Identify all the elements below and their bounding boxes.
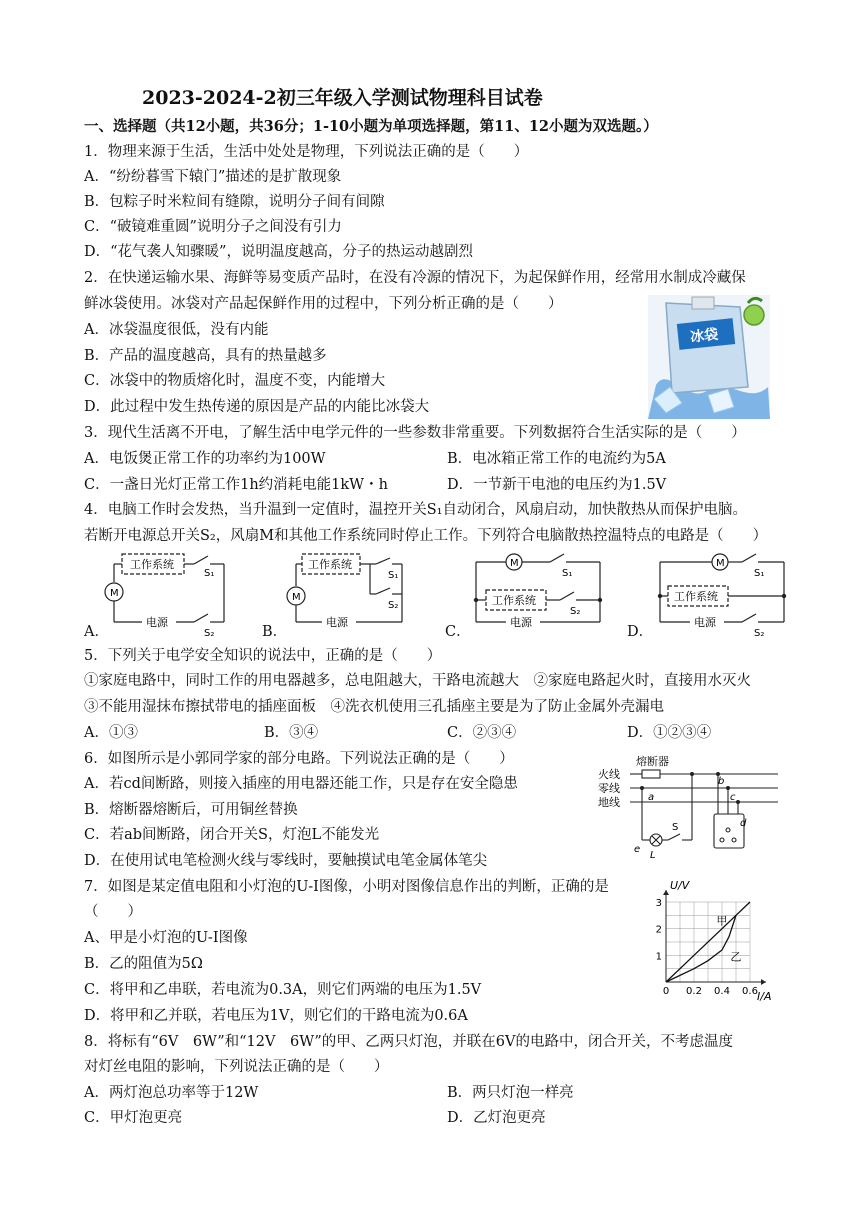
circuit-a-s1: S₁: [204, 568, 215, 579]
q6-option-b: B．熔断器熔断后，可用铜丝替换: [84, 802, 298, 818]
circuit-b-power: 电源: [326, 616, 348, 629]
q5-statement-line1: ①家庭电路中，同时工作的用电器越多，总电阻越大，干路电流越大 ②家庭电路起火时，直接用水灭火: [84, 673, 751, 689]
circuit-d-s2: S₂: [754, 628, 765, 639]
q8-option-a: A．两灯泡总功率等于12W: [84, 1085, 259, 1101]
q6-option-c: C．若ab间断路，闭合开关S，灯泡L不能发光: [84, 827, 380, 843]
circuit-c: [466, 546, 608, 640]
q8-stem-line1: 8．将标有“6V 6W”和“12V 6W”的甲、乙两只灯泡，并联在6V的电路中，闭合开关，不考虑温度: [84, 1034, 733, 1050]
live-wire-label: 火线: [598, 768, 620, 781]
q8-stem-line2: 对灯丝电阻的影响，下列说法正确的是（ ）: [84, 1059, 389, 1075]
circuit-d: [650, 546, 792, 640]
neutral-wire-label: 零线: [598, 782, 620, 795]
ground-wire-label: 地线: [598, 796, 620, 809]
x-axis-arrow: [761, 979, 766, 985]
q4-label-b: B．: [262, 624, 288, 640]
q1-option-a: A．“纷纷暮雪下辕门”描述的是扩散现象: [84, 169, 342, 185]
circuit-b: [280, 548, 410, 640]
q2-option-a: A．冰袋温度很低，没有内能: [84, 322, 269, 338]
circuit-b-s1: S₁: [388, 570, 399, 581]
circuit-c-s1: S₁: [562, 568, 573, 579]
point-b: b: [718, 776, 725, 787]
q3-option-c: C．一盏日光灯正常工作1h约消耗电能1kW・h: [84, 477, 388, 493]
y-tick-label: 3: [655, 898, 662, 909]
circuit-a-work-system: 工作系统: [130, 558, 174, 571]
circuit-d-work-system: 工作系统: [674, 590, 718, 603]
circuit-b-s2: S₂: [388, 600, 399, 611]
circuit-b-motor: M: [292, 592, 301, 603]
ice-bag-label: 冰袋: [689, 326, 719, 346]
q1-option-d: D．“花气袭人知骤暖”，说明温度越高，分子的热运动越剧烈: [84, 244, 473, 260]
circuit-a: [102, 548, 232, 640]
circuit-d-s1: S₁: [754, 568, 765, 579]
q2-stem-line2: 鲜冰袋使用。冰袋对产品起保鲜作用的过程中，下列分析正确的是（ ）: [84, 296, 563, 312]
circuit-a-motor: M: [110, 588, 119, 599]
circuit-b-work-system: 工作系统: [308, 558, 352, 571]
q8-option-d: D．乙灯泡更亮: [447, 1110, 546, 1126]
q7-stem-line1: 7．如图是某定值电阻和小灯泡的U-I图像，小明对图像信息作出的判断，正确的是: [84, 879, 609, 895]
circuit-a-s2: S₂: [204, 628, 215, 639]
x-tick-label: 0.6: [742, 986, 758, 997]
series-label-1: 甲: [716, 914, 728, 928]
q4-label-a: A．: [84, 624, 109, 640]
q7-stem-line2: （ ）: [84, 904, 142, 920]
q6-option-a: A．若cd间断路，则接入插座的用电器还能工作，只是存在安全隐患: [84, 776, 518, 792]
y-tick-label: 2: [655, 924, 662, 936]
q4-label-c: C．: [445, 624, 471, 640]
q6-stem: 6．如图所示是小郭同学家的部分电路。下列说法正确的是（ ）: [84, 751, 514, 767]
circuit-c-motor: M: [510, 558, 519, 569]
point-e: e: [634, 844, 641, 855]
q3-option-a: A．电饭煲正常工作的功率约为100W: [84, 451, 326, 467]
point-d: d: [740, 818, 747, 829]
q2-option-c: C．冰袋中的物质熔化时，温度不变，内能增大: [84, 373, 386, 389]
q3-option-d: D．一节新干电池的电压约为1.5V: [447, 477, 667, 493]
q1-stem: 1．物理来源于生活，生活中处处是物理，下列说法正确的是（ ）: [84, 144, 529, 160]
y-axis-arrow: [663, 890, 669, 895]
circuit-c-work-system: 工作系统: [492, 594, 536, 607]
ice-bag-image: [648, 295, 770, 419]
q5-option-d: D．①②③④: [627, 725, 712, 741]
q3-option-b: B．电冰箱正常工作的电流约为5A: [447, 451, 666, 467]
q2-option-d: D．此过程中发生热传递的原因是产品的内能比冰袋大: [84, 399, 430, 415]
q8-option-c: C．甲灯泡更亮: [84, 1110, 183, 1126]
x-tick-label: 0: [662, 986, 670, 997]
point-c: c: [730, 792, 736, 803]
q4-label-d: D．: [627, 624, 654, 640]
q7-option-d: D．将甲和乙并联，若电压为1V，则它们的干路电流为0.6A: [84, 1008, 468, 1024]
fuse-label: 熔断器: [636, 755, 669, 768]
u-i-chart: [650, 876, 790, 1002]
circuit-a-power: 电源: [146, 616, 168, 629]
q1-option-c: C．“破镜难重圆”说明分子之间没有引力: [84, 219, 342, 235]
circuit-d-motor: M: [716, 558, 725, 569]
household-circuit: [596, 752, 782, 864]
x-axis-label: I/A: [757, 990, 772, 1002]
q7-option-c: C．将甲和乙串联，若电流为0.3A，则它们两端的电压为1.5V: [84, 982, 482, 998]
q6-option-d: D．在使用试电笔检测火线与零线时，要触摸试电笔金属体笔尖: [84, 853, 488, 869]
q5-stem: 5．下列关于电学安全知识的说法中，正确的是（ ）: [84, 648, 442, 664]
circuit-c-s2: S₂: [570, 606, 581, 617]
page-title: 2023-2024-2初三年级入学测试物理科目试卷: [142, 87, 543, 109]
series-label-2: 乙: [730, 950, 742, 964]
y-axis-label: U/V: [670, 879, 690, 892]
circuit-c-power: 电源: [510, 616, 532, 629]
y-tick-label: 1: [655, 951, 662, 963]
q7-option-b: B．乙的阻值为5Ω: [84, 956, 203, 972]
q2-stem-line1: 2．在快递运输水果、海鲜等易变质产品时，在没有冷源的情况下，为起保鲜作用，经常用水制成冷藏保: [84, 270, 746, 286]
q4-stem-line2: 若断开电源总开关S₂，风扇M和其他工作系统同时停止工作。下列符合电脑散热控温特点的电路是（ ）: [84, 528, 768, 544]
q8-option-b: B．两只灯泡一样亮: [447, 1085, 574, 1101]
switch-s-label: S: [672, 822, 679, 833]
q5-option-b: B．③④: [264, 725, 319, 741]
q1-option-b: B．包粽子时米粒间有缝隙，说明分子间有间隙: [84, 194, 385, 210]
q5-option-c: C．②③④: [447, 725, 517, 741]
x-tick-label: 0.4: [714, 986, 730, 997]
point-a: a: [648, 792, 655, 803]
section-heading: 一、选择题（共12小题，共36分；1-10小题为单项选择题，第11、12小题为双选题。）: [84, 118, 658, 135]
q3-stem: 3．现代生活离不开电，了解生活中电学元件的一些参数非常重要。下列数据符合生活实际的是（ ）: [84, 425, 746, 441]
q2-option-b: B．产品的温度越高，具有的热量越多: [84, 348, 327, 364]
q5-option-a: A．①③: [84, 725, 138, 741]
x-tick-label: 0.2: [686, 986, 702, 997]
lamp-l-label: L: [650, 850, 656, 861]
q5-statement-line2: ③不能用湿抹布擦拭带电的插座面板 ④洗衣机使用三孔插座主要是为了防止金属外壳漏电: [84, 699, 664, 715]
q7-option-a: A、甲是小灯泡的U-I图像: [84, 930, 248, 946]
q4-stem-line1: 4．电脑工作时会发热，当升温到一定值时，温控开关S₁自动闭合，风扇启动，加快散热从而保护电脑。: [84, 502, 747, 518]
circuit-d-power: 电源: [694, 616, 716, 629]
